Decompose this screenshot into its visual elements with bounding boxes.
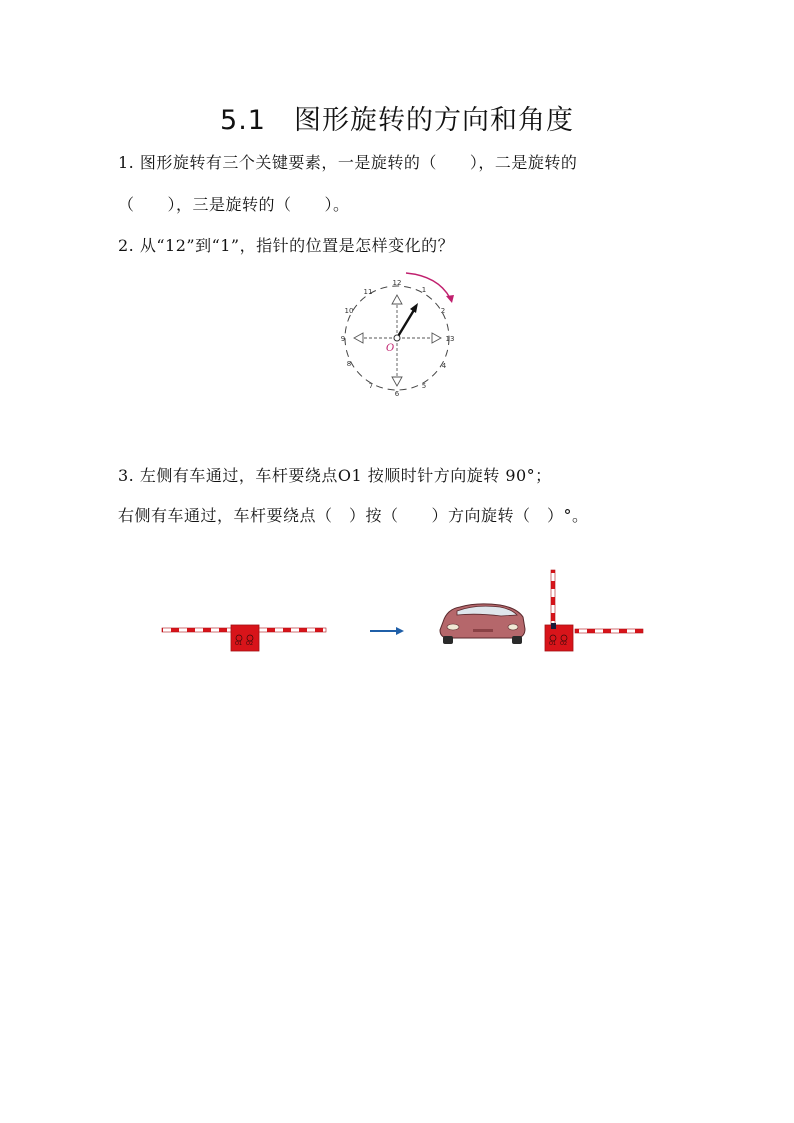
rotation-arc bbox=[406, 273, 450, 298]
rotation-arrowhead bbox=[446, 295, 454, 303]
question-3-line-2: 右侧有车通过，车杆要绕点（ ）按（ ）方向旋转（ ）°。 bbox=[118, 506, 589, 525]
question-1-line-1: 1. 图形旋转有三个关键要素，一是旋转的（ ），二是旋转的 bbox=[118, 153, 578, 172]
clock-number: 7 bbox=[368, 382, 374, 390]
gate-box bbox=[545, 625, 573, 651]
clock-number: 2 bbox=[440, 307, 446, 315]
clock-number: 9 bbox=[340, 335, 346, 343]
clock-number: 4 bbox=[441, 362, 447, 370]
page-title: 5.1 图形旋转的方向和角度 bbox=[220, 105, 574, 136]
car bbox=[440, 604, 525, 644]
right-gate bbox=[545, 570, 643, 651]
clock-number: 6 bbox=[394, 390, 400, 398]
pivot-label: O1 bbox=[549, 641, 557, 647]
question-2: 2. 从“12”到“1”，指针的位置是怎样变化的？ bbox=[118, 236, 455, 255]
clock-number: 1 bbox=[421, 286, 427, 294]
clock-number: 11 bbox=[363, 288, 373, 296]
clock-number: 10 bbox=[344, 307, 354, 315]
gate-illustration bbox=[155, 565, 655, 660]
pivot-label: O2 bbox=[246, 641, 254, 647]
question-3-line-1: 3. 左侧有车通过，车杆要绕点O1 按顺时针方向旋转 90°； bbox=[118, 466, 552, 485]
pivot-label: O2 bbox=[560, 641, 568, 647]
clock-number: 13 bbox=[445, 335, 455, 343]
gate-box bbox=[231, 625, 259, 651]
left-gate bbox=[162, 625, 326, 651]
clock-center bbox=[394, 335, 400, 341]
clock-number: 5 bbox=[421, 382, 427, 390]
clock-hand bbox=[397, 310, 414, 338]
pivot-label: O1 bbox=[235, 641, 243, 647]
question-1-line-2: （ ），三是旋转的（ ）。 bbox=[118, 195, 350, 214]
center-label: O bbox=[386, 343, 395, 354]
clock-number: 8 bbox=[346, 360, 352, 368]
transition-arrow bbox=[370, 627, 404, 635]
clock-number: 12 bbox=[392, 279, 402, 287]
clock-hand-arrowhead bbox=[410, 303, 418, 313]
clock-diagram bbox=[330, 268, 470, 403]
